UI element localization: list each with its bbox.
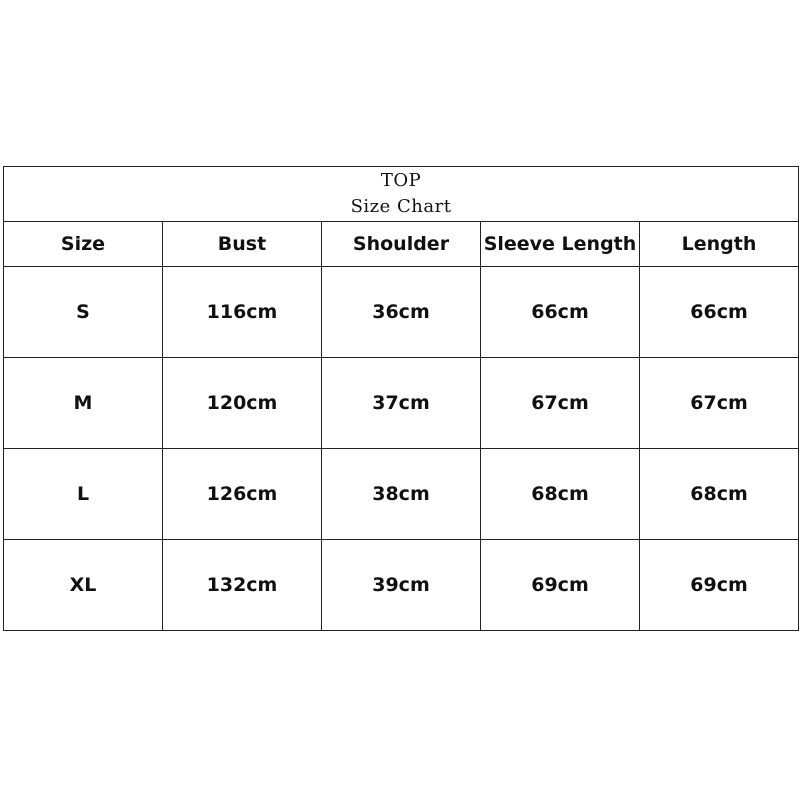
column-header-length: Length — [640, 222, 799, 267]
header-row — [4, 222, 799, 267]
length-cell: 69cm — [640, 540, 799, 631]
shoulder-cell: 39cm — [322, 540, 481, 631]
table-subtitle: Size Chart — [350, 196, 452, 217]
sleeve-length-cell: 69cm — [481, 540, 640, 631]
table-row — [4, 449, 799, 540]
bust-cell: 126cm — [163, 449, 322, 540]
caption-row — [4, 167, 799, 222]
length-cell: 68cm — [640, 449, 799, 540]
bust-cell: 116cm — [163, 267, 322, 358]
column-header-size: Size — [4, 222, 163, 267]
sleeve-length-cell: 68cm — [481, 449, 640, 540]
shoulder-cell: 36cm — [322, 267, 481, 358]
shoulder-cell: 37cm — [322, 358, 481, 449]
size-cell: S — [4, 267, 163, 358]
size-cell: L — [4, 449, 163, 540]
bust-cell: 120cm — [163, 358, 322, 449]
shoulder-cell: 38cm — [322, 449, 481, 540]
size-cell: XL — [4, 540, 163, 631]
table-row — [4, 540, 799, 631]
column-header-shoulder: Shoulder — [322, 222, 481, 267]
table-caption — [4, 167, 799, 222]
length-cell: 67cm — [640, 358, 799, 449]
table-row — [4, 267, 799, 358]
column-header-sleeve-length: Sleeve Length — [481, 222, 640, 267]
bust-cell: 132cm — [163, 540, 322, 631]
length-cell: 66cm — [640, 267, 799, 358]
table-title: TOP — [380, 170, 422, 191]
sleeve-length-cell: 66cm — [481, 267, 640, 358]
sleeve-length-cell: 67cm — [481, 358, 640, 449]
size-chart-table — [3, 166, 799, 631]
table-row — [4, 358, 799, 449]
column-header-bust: Bust — [163, 222, 322, 267]
size-cell: M — [4, 358, 163, 449]
